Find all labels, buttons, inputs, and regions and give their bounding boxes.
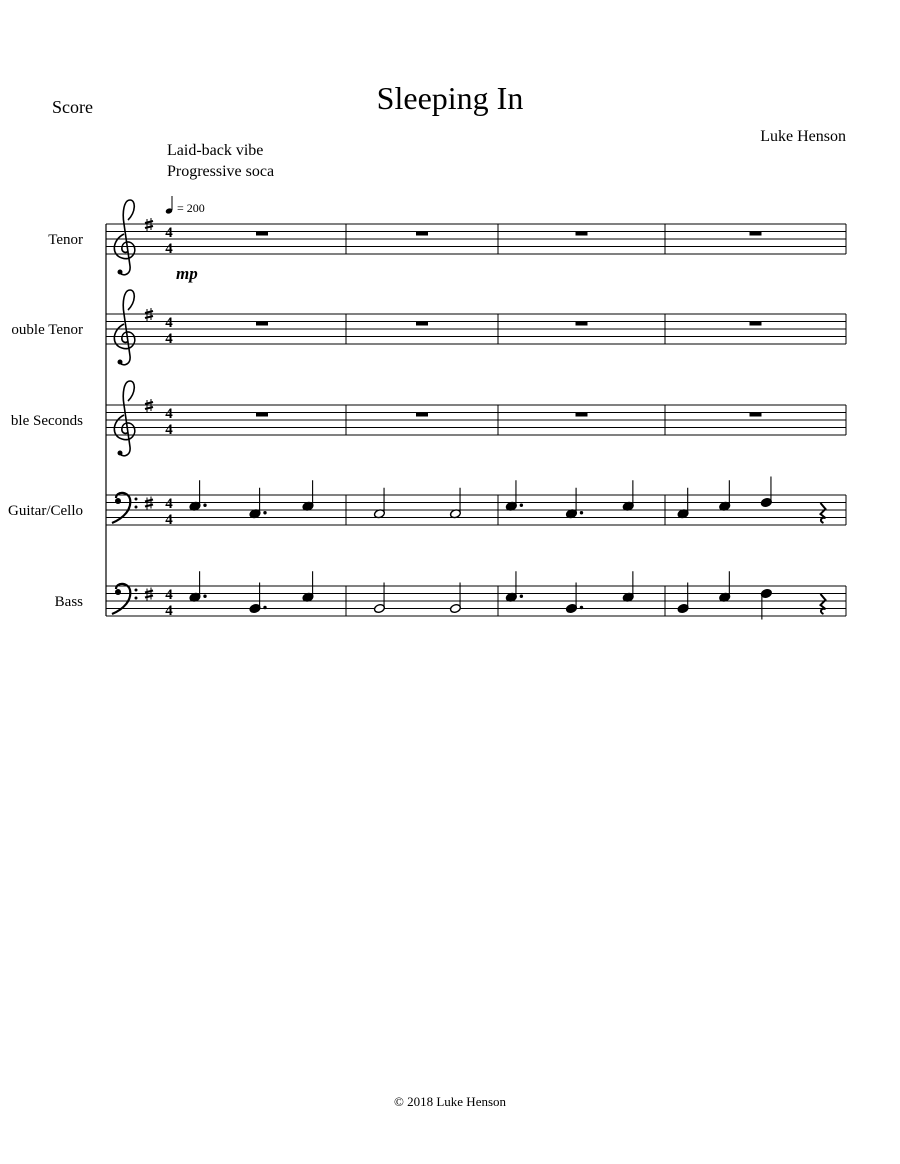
whole-rest-icon	[256, 232, 268, 236]
whole-rest-icon	[416, 413, 428, 417]
bass-clef-icon	[112, 493, 138, 523]
time-signature-top: 4	[165, 225, 173, 241]
instrument-label: ouble Tenor	[11, 322, 83, 338]
tempo-marking	[165, 196, 205, 215]
whole-rest-icon	[256, 322, 268, 326]
quarter-note	[622, 480, 634, 511]
quarter-note	[505, 571, 523, 602]
time-signature-bottom: 4	[165, 241, 173, 257]
whole-rest-icon	[416, 322, 428, 326]
whole-rest-icon	[576, 322, 588, 326]
half-note	[374, 488, 386, 519]
quarter-note	[302, 571, 314, 602]
quarter-rest-icon	[820, 594, 825, 614]
half-note	[450, 488, 462, 519]
quarter-note	[622, 571, 634, 602]
augmentation-dot	[580, 511, 583, 514]
notes-layer	[189, 232, 825, 620]
treble-clef-icon	[114, 200, 134, 275]
piece-title: Sleeping In	[376, 80, 524, 116]
augmentation-dot	[203, 595, 206, 598]
staves-layer	[8, 200, 846, 619]
composer-name: Luke Henson	[760, 128, 846, 145]
quarter-note	[249, 488, 267, 519]
quarter-note	[677, 583, 689, 614]
whole-rest-icon	[256, 413, 268, 417]
instrument-label: Bass	[54, 594, 83, 610]
quarter-note	[760, 588, 772, 619]
instrument-label: Guitar/Cello	[8, 503, 83, 519]
quarter-note	[719, 571, 731, 602]
quarter-note	[189, 480, 207, 511]
tempo-value: = 200	[177, 201, 205, 215]
whole-rest-icon	[750, 413, 762, 417]
time-signature-top: 4	[165, 587, 173, 603]
quarter-note	[566, 488, 584, 519]
sharp-icon	[145, 588, 153, 601]
whole-rest-icon	[750, 232, 762, 236]
sharp-icon	[145, 218, 153, 231]
augmentation-dot	[203, 504, 206, 507]
whole-rest-icon	[416, 232, 428, 236]
treble-clef-icon	[114, 381, 134, 456]
augmentation-dot	[263, 606, 266, 609]
time-signature-bottom: 4	[165, 331, 173, 347]
augmentation-dot	[580, 606, 583, 609]
sharp-icon	[145, 308, 153, 321]
staff-4	[8, 493, 846, 528]
time-signature-bottom: 4	[165, 422, 173, 438]
instrument-label: Tenor	[48, 232, 83, 248]
augmentation-dot	[520, 595, 523, 598]
quarter-rest-icon	[820, 503, 825, 523]
staff-3	[11, 381, 846, 456]
bass-clef-icon	[112, 584, 138, 614]
staff-2	[11, 290, 846, 365]
style-line-1: Laid-back vibe	[167, 142, 264, 159]
half-note	[450, 583, 462, 614]
whole-rest-icon	[750, 322, 762, 326]
quarter-note	[719, 480, 731, 511]
quarter-note	[505, 480, 523, 511]
style-line-2: Progressive soca	[167, 163, 275, 180]
augmentation-dot	[520, 504, 523, 507]
sharp-icon	[145, 497, 153, 510]
time-signature-top: 4	[165, 496, 173, 512]
quarter-note	[760, 477, 772, 508]
treble-clef-icon	[114, 290, 134, 365]
time-signature-top: 4	[165, 315, 173, 331]
copyright-notice: © 2018 Luke Henson	[393, 1094, 507, 1109]
whole-rest-icon	[576, 413, 588, 417]
staff-5	[55, 584, 846, 619]
score-header-label: Score	[52, 97, 93, 117]
quarter-note	[677, 488, 689, 519]
sharp-icon	[145, 399, 153, 412]
time-signature-bottom: 4	[165, 603, 173, 619]
quarter-note	[302, 480, 314, 511]
augmentation-dot	[263, 511, 266, 514]
quarter-note	[189, 571, 207, 602]
dynamic-marking: mp	[176, 264, 198, 283]
instrument-label: ble Seconds	[10, 413, 83, 429]
whole-rest-icon	[576, 232, 588, 236]
half-note	[374, 583, 386, 614]
time-signature-bottom: 4	[165, 512, 173, 528]
time-signature-top: 4	[165, 406, 173, 422]
